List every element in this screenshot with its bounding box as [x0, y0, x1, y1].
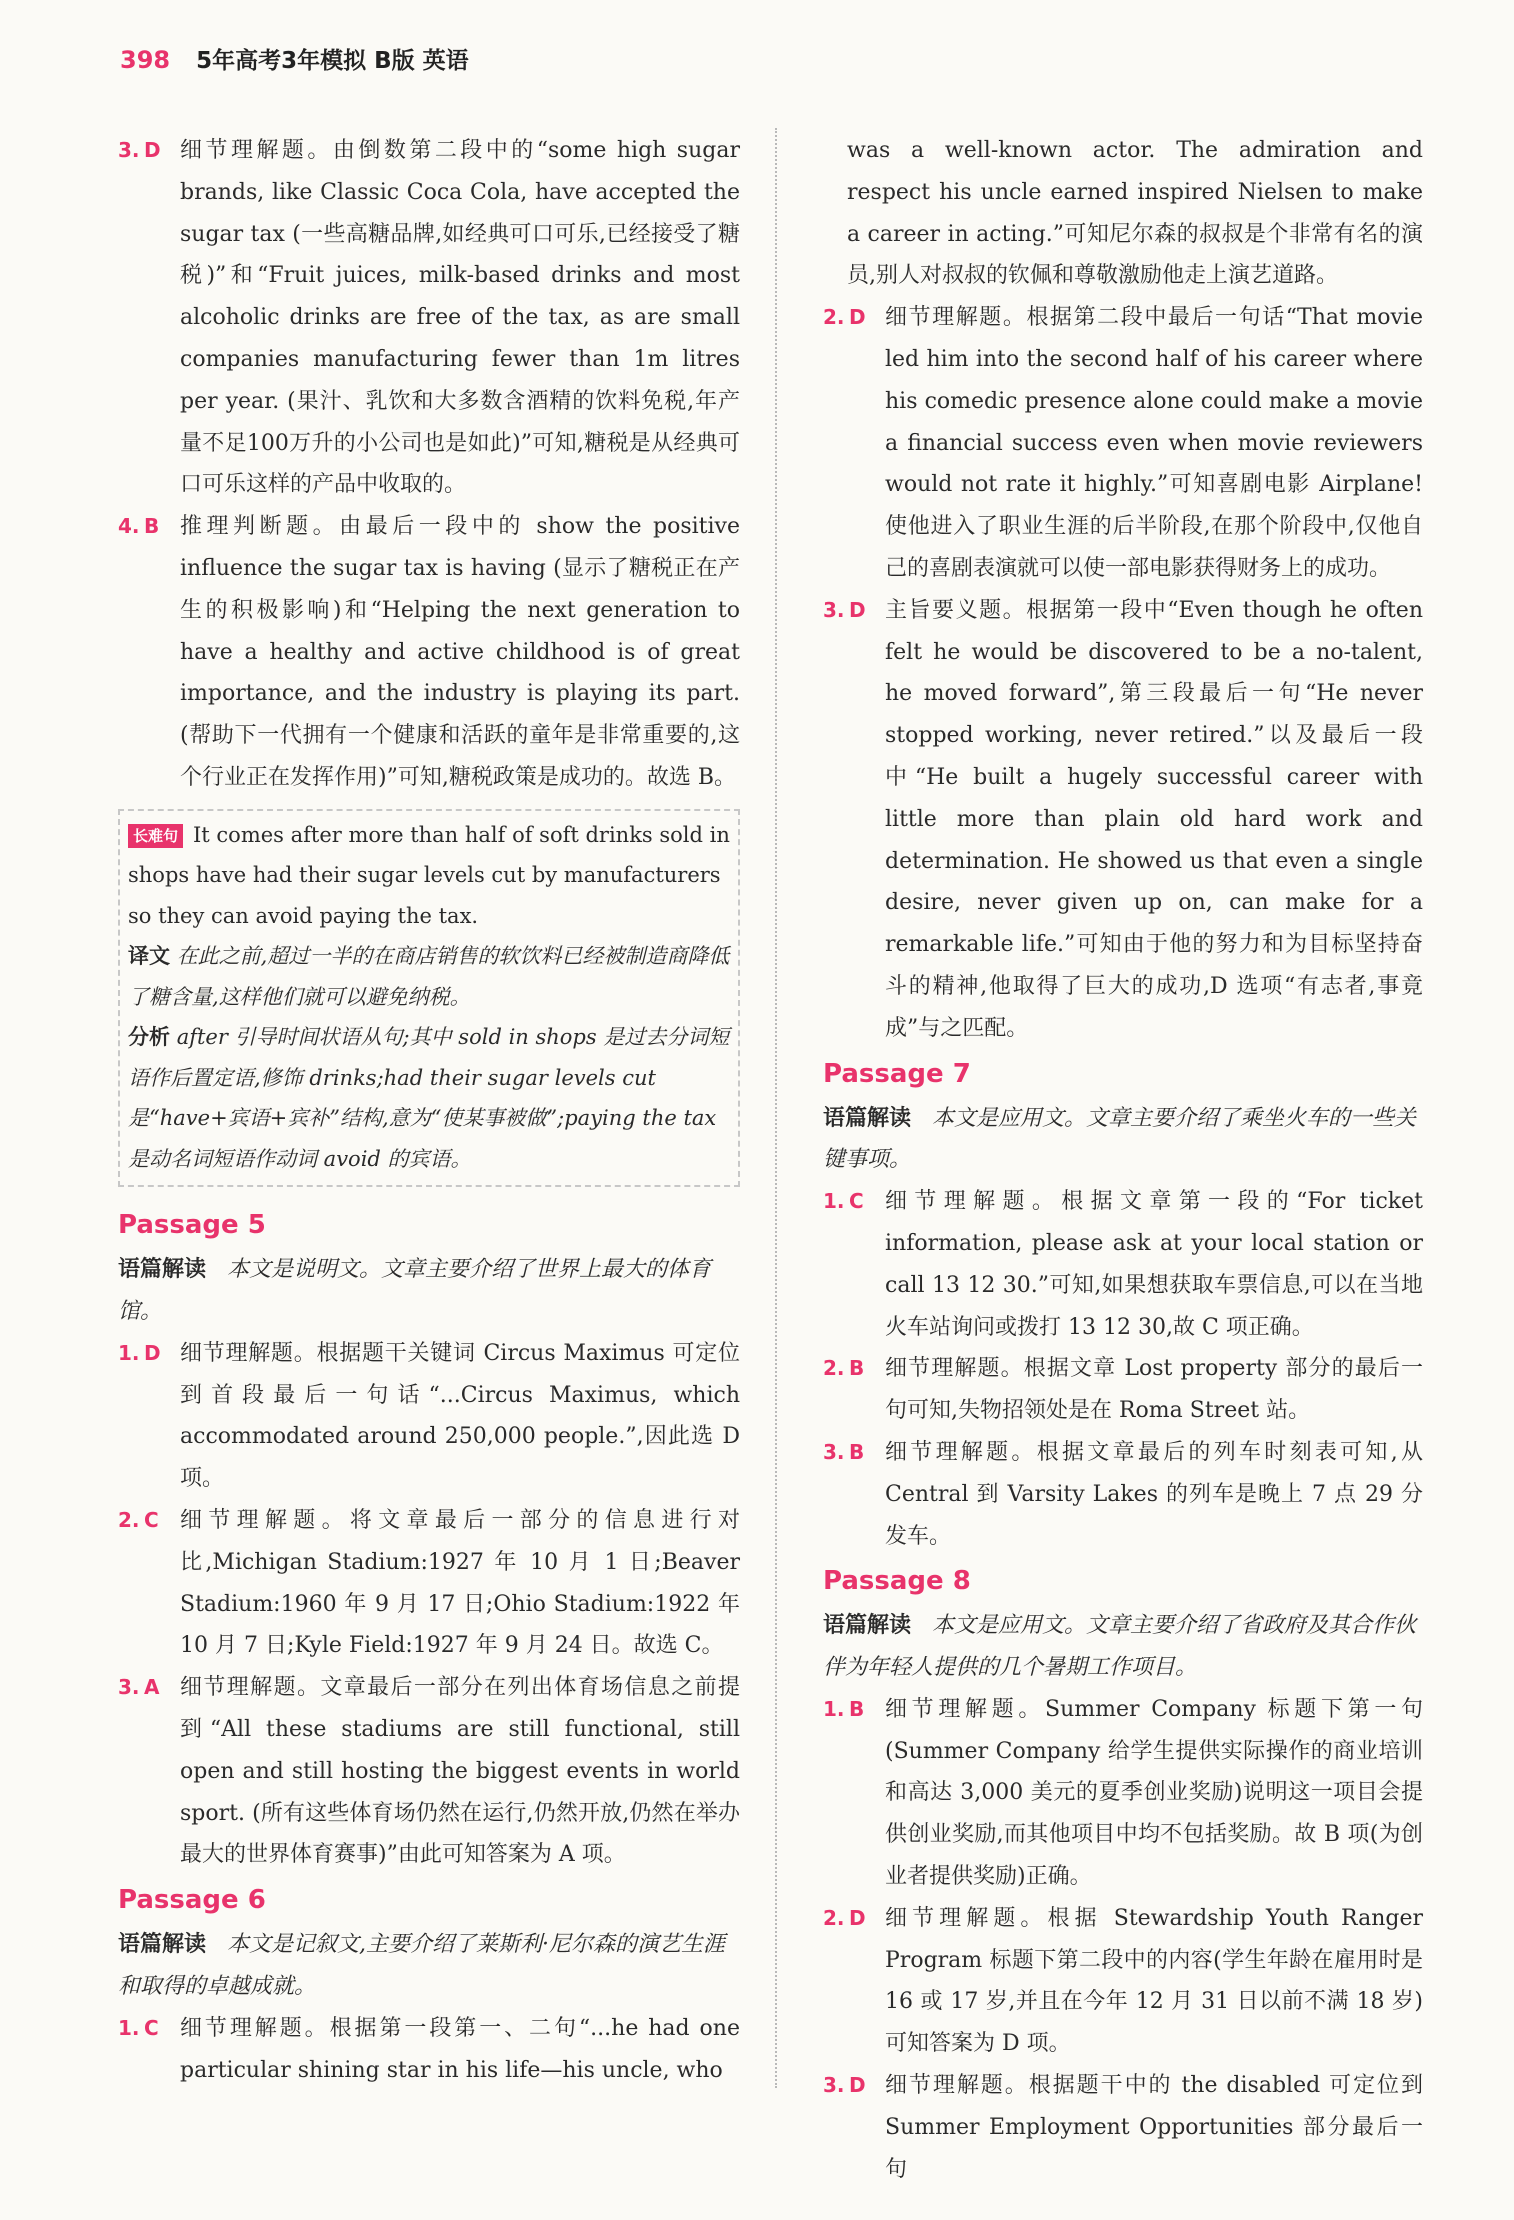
answer-letter: C: [144, 2015, 159, 2040]
passage-8-summary: [823, 1605, 1423, 1689]
reading-tag: 语篇解读: [823, 1105, 912, 1131]
answer-explanation: 细节理解题。根据文章第一段的“For ticket information, please ask at your local station or call 13 12 30.”可知,如果想获取车票信息,可以在当地火车站询问或拨打 13 12 30,故 C 项正确。: [885, 1189, 1423, 1340]
answer-explanation: 细节理解题。根据题干中的 the disabled 可定位到 Summer Employment Opportunities 部分最后一句: [885, 2073, 1423, 2182]
answer-item: [823, 2065, 1423, 2190]
answer-item: [823, 1181, 1423, 1348]
answer-explanation: 细节理解题。根据第一段第一、二句“...he had one particular shining star in his life—his uncle, who: [180, 2015, 740, 2083]
question-number: 1.: [118, 1340, 140, 1365]
question-number: 3.: [118, 1675, 140, 1700]
passage-7-title: Passage 7: [823, 1058, 971, 1089]
question-number: 1.: [118, 2015, 140, 2040]
left-column: [118, 130, 740, 2091]
answer-explanation: 推理判断题。由最后一段中的 show the positive influence the sugar tax is having (显示了糖税正在产生的积极影响)和“Helping the next generation to have a healthy and active childhood is of great importance, and the industry is playing its part.(帮助下一代拥有一个健康和活跃的童年是非常重要的,这个行业正在发挥作用)”可知,糖税政策是成功的。故选 B。: [180, 514, 740, 790]
answer-item: [118, 2008, 740, 2092]
answer-explanation: 细节理解题。根据文章最后的列车时刻表可知,从 Central 到 Varsity Lakes 的列车是晚上 7 点 29 分发车。: [885, 1439, 1423, 1549]
answer-item: [118, 130, 740, 506]
book-title: 5年高考3年模拟 B版 英语: [196, 48, 469, 74]
answer-letter: D: [849, 2073, 866, 2098]
question-number: 2.: [823, 1905, 845, 1930]
answer-explanation: 主旨要义题。根据第一段中“Even though he often felt he would be discovered to be a no-talent, he moved forward”,第三段最后一句“He never stopped working, never retired.”以及最后一段中“He built a hugely successful career with little more than plain old hard work and determination. He showed us that even a single desire, never given up on, can make for a remarkable life.”可知由于他的努力和为目标坚持奋斗的精神,他取得了巨大的成功,D 选项“有志者,事竟成”与之匹配。: [885, 597, 1423, 1041]
column-divider: [775, 128, 777, 2088]
passage-7-summary: [823, 1098, 1423, 1182]
summary-text: 本文是说明文。文章主要介绍了世界上最大的体育馆。: [118, 1257, 712, 1325]
long-sentence-box: [118, 809, 740, 1188]
question-number: 2.: [823, 1356, 845, 1381]
summary-text: 本文是应用文。文章主要介绍了乘坐火车的一些关键事项。: [823, 1105, 1417, 1173]
answer-item: [823, 1432, 1423, 1557]
answer-item: [823, 1348, 1423, 1432]
question-number: 3.: [823, 1439, 845, 1464]
passage-6-summary: [118, 1924, 740, 2008]
answer-letter: B: [849, 1439, 865, 1464]
question-number: 4.: [118, 514, 140, 539]
analysis-text: after 引导时间状语从句;其中 sold in shops 是过去分词短语作后置定语,修饰 drinks;had their sugar levels cut 是“have+宾语+宾补”结构,意为“使某事被做”;paying the tax 是动名词短语作动词 avoid 的宾语。: [128, 1025, 730, 1171]
translation-text: 在此之前,超过一半的在商店销售的软饮料已经被制造商降低了糖含量,这样他们就可以避免纳税。: [128, 944, 730, 1009]
answer-explanation: 细节理解题。根据 Stewardship Youth Ranger Program 标题下第二段中的内容(学生年龄在雇用时是 16 或 17 岁,并且在今年 12 月 31 日以前不满 18 岁)可知答案为 D 项。: [885, 1905, 1423, 2057]
answer-item: [823, 1689, 1423, 1898]
reading-tag: 语篇解读: [118, 1932, 207, 1958]
analysis-label: 分析: [128, 1025, 170, 1050]
question-number: 3.: [823, 2073, 845, 2098]
answer-letter: D: [849, 597, 866, 622]
continued-explanation: was a well-known actor. The admiration and respect his uncle earned inspired Nielsen to make a career in acting.”可知尼尔森的叔叔是个非常有名的演员,别人对叔叔的钦佩和尊敬激励他走上演艺道路。: [847, 138, 1423, 289]
answer-item: [823, 297, 1423, 590]
page-number: 398: [120, 46, 171, 74]
answer-explanation: 细节理解题。根据题干关键词 Circus Maximus 可定位到首段最后一句话“...Circus Maximus, which accommodated around 250,000 people.”,因此选 D 项。: [180, 1340, 740, 1492]
summary-text: 本文是记叙文,主要介绍了莱斯利·尼尔森的演艺生涯和取得的卓越成就。: [118, 1932, 725, 1999]
answer-letter: C: [144, 1508, 159, 1533]
passage-5-summary: [118, 1249, 740, 1333]
answer-item: [118, 1500, 740, 1667]
answer-explanation: 细节理解题。文章最后一部分在列出体育场信息之前提到“All these stadiums are still functional, still open and still hosting the biggest events in world sport. (所有这些体育场仍然在运行,仍然开放,仍然在举办最大的世界体育赛事)”由此可知答案为 A 项。: [180, 1675, 740, 1868]
answer-item: [823, 590, 1423, 1050]
question-number: 1.: [823, 1696, 845, 1721]
passage-8-title: Passage 8: [823, 1566, 971, 1597]
translation-label: 译文: [128, 944, 170, 969]
answer-item: [823, 1898, 1423, 2065]
reading-tag: 语篇解读: [118, 1257, 207, 1283]
answer-explanation: 细节理解题。根据文章 Lost property 部分的最后一句可知,失物招领处是在 Roma Street 站。: [885, 1356, 1423, 1424]
question-number: 3.: [118, 138, 140, 162]
answer-explanation: 细节理解题。将文章最后一部分的信息进行对比,Michigan Stadium:1927 年 10 月 1 日;Beaver Stadium:1960 年 9 月 17 日;Ohio Stadium:1922 年 10 月 7 日;Kyle Field:1927 年 9 月 24 日。故选 C。: [180, 1508, 740, 1659]
answer-letter: D: [849, 305, 866, 330]
answer-item: [118, 1333, 740, 1500]
reading-tag: 语篇解读: [823, 1613, 912, 1639]
answer-letter: D: [144, 1340, 161, 1365]
answer-letter: B: [849, 1696, 865, 1721]
passage-5-title: Passage 5: [118, 1210, 266, 1241]
answer-item: [118, 1667, 740, 1876]
question-number: 2.: [118, 1508, 140, 1533]
question-number: 1.: [823, 1189, 845, 1214]
answer-letter: C: [849, 1189, 864, 1214]
long-sentence-tag: 长难句: [128, 824, 183, 848]
answer-letter: D: [144, 138, 161, 162]
answer-letter: A: [144, 1675, 160, 1700]
answer-letter: B: [144, 514, 160, 539]
right-column: [823, 130, 1423, 2190]
answer-explanation: 细节理解题。根据第二段中最后一句话“That movie led him into the second half of his career where his comedic presence alone could make a movie a financial success even when movie reviewers would not rate it highly.”可知喜剧电影 Airplane! 使他进入了职业生涯的后半阶段,在那个阶段中,仅他自己的喜剧表演就可以使一部电影获得财务上的成功。: [885, 305, 1423, 581]
passage-6-title: Passage 6: [118, 1885, 266, 1916]
answer-letter: D: [849, 1905, 866, 1930]
summary-text: 本文是应用文。文章主要介绍了省政府及其合作伙伴为年轻人提供的几个暑期工作项目。: [823, 1613, 1417, 1681]
answer-item: [118, 506, 740, 799]
question-number: 2.: [823, 305, 845, 330]
question-number: 3.: [823, 597, 845, 622]
answer-explanation: 细节理解题。由倒数第二段中的“some high sugar brands, like Classic Coca Cola, have accepted the sugar tax (一些高糖品牌,如经典可口可乐,已经接受了糖税)”和“Fruit juices, milk-based drinks and most alcoholic drinks are free of the tax, as are small companies manufacturing fewer than 1m litres per year. (果汁、乳饮和大多数含酒精的饮料免税,年产量不足100万升的小公司也是如此)”可知,糖税是从经典可口可乐这样的产品中收取的。: [180, 138, 740, 498]
answer-letter: B: [849, 1356, 865, 1381]
long-sentence: It comes after more than half of soft drinks sold in shops have had their sugar levels cut by manufacturers so they can avoid paying the tax.: [128, 822, 730, 928]
page-header: [120, 42, 469, 82]
answer-explanation: 细节理解题。Summer Company 标题下第一句(Summer Company 给学生提供实际操作的商业培训和高达 3,000 美元的夏季创业奖励)说明这一项目会提供创业奖励,而其他项目中均不包括奖励。故 B 项(为创业者提供奖励)正确。: [885, 1696, 1423, 1890]
